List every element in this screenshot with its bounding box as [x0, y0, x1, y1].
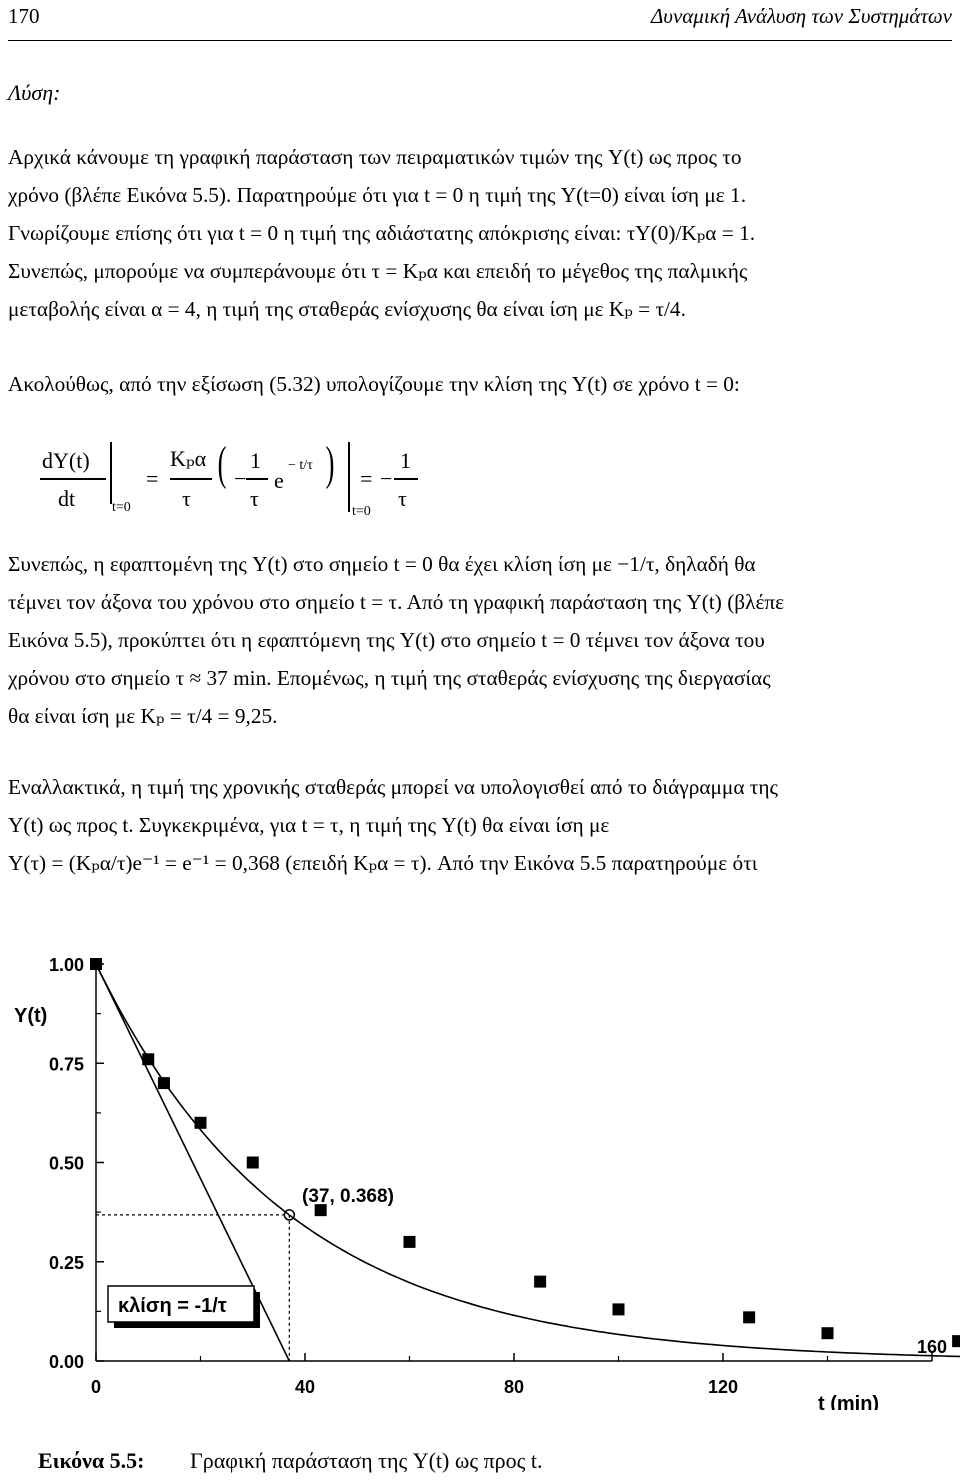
- text-line: Συνεπώς, μπορούμε να συμπεράνουμε ότι τ = Kₚα και επειδή το μέγεθος της παλμικής: [8, 259, 748, 283]
- highlight-label: (37, 0.368): [302, 1186, 394, 1207]
- figure-5-5: [0, 940, 960, 1410]
- eq-equals: =: [360, 466, 373, 491]
- eq-one: 1: [250, 448, 261, 473]
- x-tick-label: 120: [707, 1377, 739, 1397]
- eq-fraction-line: [394, 478, 418, 480]
- y-vs-t-chart: [0, 940, 960, 1410]
- y-axis-label: Y(t): [14, 1005, 48, 1027]
- text-line: μεταβολής είναι α = 4, η τιμή της σταθεράς ενίσχυσης θα είναι ίση με Kₚ = τ/4.: [8, 297, 686, 321]
- eq-lhs-numerator: dY(t): [42, 448, 90, 473]
- text-line: Γνωρίζουμε επίσης ότι για t = 0 η τιμή της αδιάστατης απόκρισης είναι: τY(0)/Kₚα = 1.: [8, 221, 756, 245]
- text-line: Εικόνα 5.5), προκύπτει ότι η εφαπτόμενη της Y(t) στο σημείο t = 0 τέμνει τον άξονα του: [8, 628, 765, 652]
- text-line: Αρχικά κάνουμε τη γραφική παράσταση των πειραματικών τιμών της Y(t) ως προς το: [8, 145, 742, 169]
- eq-minus: −: [234, 466, 247, 491]
- text-line: Ακολούθως, από την εξίσωση (5.32) υπολογίζουμε την κλίση της Y(t) σε χρόνο t = 0:: [8, 372, 740, 396]
- data-point: [952, 1335, 960, 1347]
- text-line: χρόνου στο σημείο τ ≈ 37 min. Επομένως, η τιμή της σταθεράς ενίσχυσης της διεργασίας: [8, 666, 771, 690]
- eq-fraction-line: [40, 478, 106, 480]
- y-tick-label: 1.00: [48, 955, 84, 975]
- data-point: [247, 1157, 259, 1169]
- data-point: [404, 1236, 416, 1248]
- y-tick-label: 0.75: [48, 1054, 84, 1075]
- eq-left-paren: (: [217, 437, 227, 490]
- text-line: Y(τ) = (Kₚα/τ)e⁻¹ = e⁻¹ = 0,368 (επειδή Kₚα = τ). Από την Εικόνα 5.5 παρατηρούμε ότι: [8, 851, 758, 875]
- eq-tau: τ: [250, 486, 259, 511]
- running-title: Δυναμική Ανάλυση των Συστημάτων: [650, 4, 952, 28]
- text-line: Y(t) ως προς t. Συγκεκριμένα, για t = τ, η τιμή της Y(t) θα είναι ίση με: [8, 813, 610, 837]
- data-point: [743, 1311, 755, 1323]
- x-tick-label: 80: [503, 1377, 525, 1397]
- slope-annotation: κλίση = -1/τ: [118, 1295, 227, 1317]
- data-point: [195, 1117, 207, 1129]
- figure-caption-text: Γραφική παράσταση της Y(t) ως προς t.: [190, 1448, 543, 1473]
- y-tick-label: 0.00: [48, 1352, 84, 1372]
- y-tick-label: 0.25: [48, 1252, 84, 1273]
- eq-eval-label: t=0: [112, 500, 131, 515]
- figure-caption-label: Εικόνα 5.5:: [38, 1448, 145, 1473]
- text-line: τέμνει τον άξονα του χρόνου στο σημείο t = τ. Από τη γραφική παράσταση της Y(t) (βλέπε: [8, 590, 785, 614]
- eq-fraction-line: [170, 478, 212, 480]
- eq-exp-base: e: [274, 468, 284, 493]
- data-point: [534, 1276, 546, 1288]
- solution-heading: Λύση:: [8, 80, 61, 105]
- x-tick-label: 40: [294, 1377, 316, 1397]
- text-line: χρόνο (βλέπε Εικόνα 5.5). Παρατηρούμε ότι για t = 0 η τιμή της Y(t=0) είναι ίση με 1.: [8, 183, 747, 207]
- eq-exponent: − t/τ: [288, 458, 313, 473]
- paragraph-3: [8, 545, 952, 735]
- eq-kp-numerator: Kₚα: [170, 446, 207, 471]
- y-tick-label: 0.50: [48, 1153, 84, 1174]
- data-point: [613, 1303, 625, 1315]
- eq-eval-bar: [348, 442, 350, 512]
- x-axis-label: t (min): [818, 1393, 880, 1410]
- text-line: Συνεπώς, η εφαπτομένη της Y(t) στο σημείο t = 0 θα έχει κλίση ίση με −1/τ, δηλαδή θα: [8, 552, 756, 576]
- eq-right-paren: ): [325, 437, 335, 490]
- page-number: 170: [8, 4, 40, 28]
- text-line: Εναλλακτικά, η τιμή της χρονικής σταθεράς μπορεί να υπολογισθεί από το διάγραμμα της: [8, 775, 778, 799]
- paragraph-2: [8, 365, 952, 403]
- paragraph-4: [8, 768, 952, 882]
- x-tick-label: 160: [916, 1337, 948, 1357]
- x-tick-label: 0: [90, 1377, 102, 1397]
- data-point: [822, 1327, 834, 1339]
- eq-one: 1: [400, 448, 411, 473]
- eq-lhs-denominator: dt: [58, 486, 76, 511]
- eq-tau-denominator: τ: [182, 486, 191, 511]
- eq-eval-bar: [110, 442, 112, 504]
- paragraph-1: [8, 138, 952, 328]
- eq-fraction-line: [246, 478, 268, 480]
- eq-tau: τ: [398, 486, 407, 511]
- eq-minus: −: [380, 466, 393, 491]
- text-line: θα είναι ίση με Kₚ = τ/4 = 9,25.: [8, 704, 278, 728]
- eq-eval-label: t=0: [352, 504, 371, 519]
- header-rule: [8, 40, 952, 41]
- eq-equals: =: [146, 466, 159, 491]
